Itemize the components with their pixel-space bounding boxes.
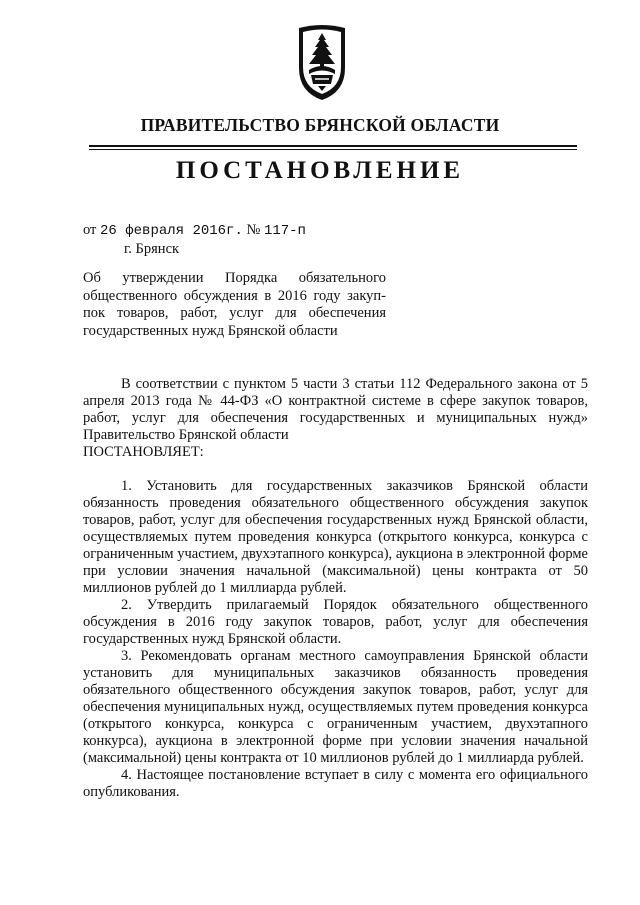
subject-line: Об утверждении Порядка обязательного bbox=[83, 270, 386, 286]
item-paragraph-3: 3. Рекомендовать органам местного самоуправления Брянской области установить для муниципальных заказчиков обязанность проведения обязательного общественного обсуждения закупок товаров, работ, услуг для обеспечения муниципальных нужд, осуществляемых путем проведения конкурса (открытого конкурса, конкурса с ограниченным участием, двухэтапного конкурса), аукциона в электронной форме при условии значения начальной (максимальной) цены контракта от 10 миллионов рублей до 1 миллиарда рублей. bbox=[83, 648, 588, 766]
subject-line: государственных нужд Брянской области bbox=[83, 322, 338, 339]
document-body bbox=[83, 376, 588, 801]
bryansk-coat-of-arms-icon bbox=[295, 22, 349, 102]
document-type-title: ПОСТАНОВЛЕНИЕ bbox=[175, 157, 465, 184]
preamble-paragraph: В соответствии с пунктом 5 части 3 статьи 112 Федерального закона от 5 апреля 2013 года № 44-ФЗ «О контрактной системе в сфере закупок товаров, работ, услуг для обеспечения государственных и муниципальных нужд» Правительство Брянской области bbox=[83, 376, 588, 443]
subject-line: пок товаров, работ, услуг для обеспечения bbox=[83, 305, 386, 321]
item-paragraph-2: 2. Утвердить прилагаемый Порядок обязательного общественного обсуждения в 2016 году закупок товаров, работ, услуг для обеспечения государственных нужд Брянской области. bbox=[83, 597, 588, 647]
date-number-line bbox=[83, 222, 306, 239]
header-rule-thick bbox=[89, 145, 577, 147]
document-number: 117-п bbox=[263, 223, 306, 239]
date-prefix: от bbox=[83, 222, 97, 238]
decree-heading: ПОСТАНОВЛЯЕТ: bbox=[83, 444, 204, 460]
number-prefix: № bbox=[246, 222, 261, 238]
header-rule-thin bbox=[89, 149, 577, 150]
item-paragraph-4: 4. Настоящее постановление вступает в силу с момента его официального опубликования. bbox=[83, 767, 588, 800]
subject-line: общественного обсуждения в 2016 году закуп- bbox=[83, 287, 386, 304]
city-line: г. Брянск bbox=[124, 241, 180, 257]
item-paragraph-1: 1. Установить для государственных заказчиков Брянской области обязанность проведения обязательного общественного обсуждения закупок товаров, работ, услуг для обеспечения государственных нужд Брянской области, осуществляемых путем проведения конкурса (открытого конкурса, конкурса с ограниченным участием, двухэтапного конкурса), аукциона в электронной форме при условии значения начальной (максимальной) цены контракта от 50 миллионов рублей до 1 миллиарда рублей. bbox=[83, 478, 588, 596]
document-date: 26 февраля 2016г. bbox=[100, 223, 243, 239]
organization-title: ПРАВИТЕЛЬСТВО БРЯНСКОЙ ОБЛАСТИ bbox=[140, 115, 500, 135]
document-subject bbox=[83, 270, 386, 340]
